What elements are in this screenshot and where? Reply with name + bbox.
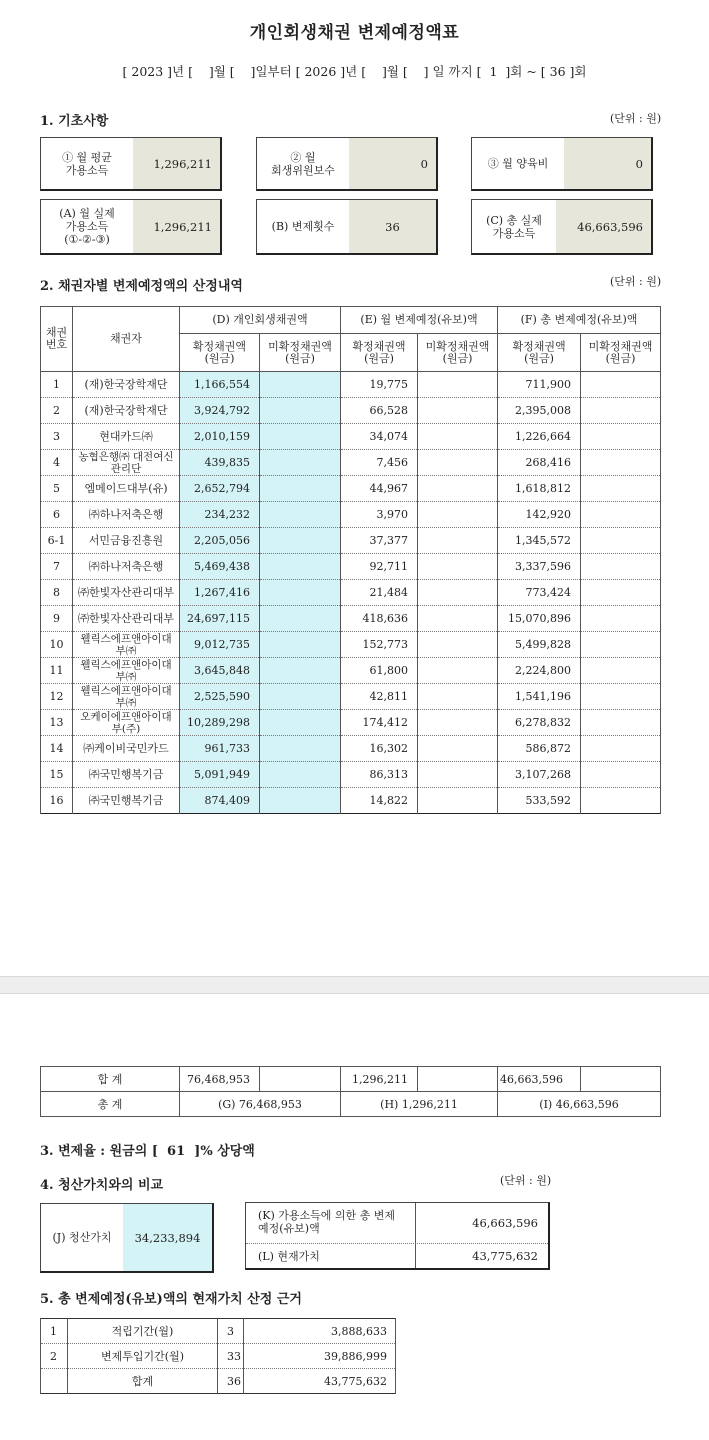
row-f-unconfirmed (581, 788, 661, 814)
row-e-confirmed: 34,074 (341, 424, 418, 450)
table-row (41, 580, 661, 606)
section-4-unit: (단위 : 원) (500, 1174, 552, 1187)
section-2-heading: 2. 채권자별 변제예정액의 산정내역 (40, 279, 243, 294)
section-3-heading: 3. 변제율 : 원금의 [ 61 ]% 상당액 (40, 1144, 255, 1159)
total-label: 총 계 (41, 1092, 180, 1117)
basis-label: 변제투입기간(월) (68, 1344, 218, 1369)
row-creditor: 엠메이드대부(유) (73, 476, 180, 502)
row-number: 13 (41, 710, 73, 736)
row-d-confirmed: 3,645,848 (180, 658, 260, 684)
table-row (41, 398, 661, 424)
row-e-unconfirmed (418, 762, 498, 788)
table-row (41, 606, 661, 632)
row-f-unconfirmed (581, 658, 661, 684)
repayment-total-label: (K) 가용소득에 의한 총 변제 예정(유보)액 (246, 1203, 416, 1243)
row-e-unconfirmed (418, 502, 498, 528)
table-row (41, 684, 661, 710)
row-creditor: 농협은행㈜ 대전여신 관리단 (73, 450, 180, 476)
row-e-confirmed: 418,636 (341, 606, 418, 632)
row-e-confirmed: 3,970 (341, 502, 418, 528)
row-number: 3 (41, 424, 73, 450)
document-title: 개인회생채권 변제예정액표 (249, 23, 460, 43)
row-creditor: (재)한국장학재단 (73, 398, 180, 424)
row-creditor: ㈜하나저축은행 (73, 502, 180, 528)
trustee-fee-label: ② 월 회생위원보수 (257, 138, 349, 189)
row-f-confirmed: 5,499,828 (498, 632, 581, 658)
table-row (41, 528, 661, 554)
row-d-unconfirmed (260, 372, 341, 398)
section-1-heading: 1. 기초사항 (40, 114, 109, 129)
total-g: (G) 76,468,953 (180, 1092, 341, 1117)
row-e-unconfirmed (418, 606, 498, 632)
row-creditor: 서민금융진흥원 (73, 528, 180, 554)
row-creditor: 웰릭스에프앤아이대 부㈜ (73, 658, 180, 684)
present-value-basis-table (40, 1318, 396, 1394)
row-e-unconfirmed (418, 684, 498, 710)
row-e-unconfirmed (418, 710, 498, 736)
row-e-confirmed: 152,773 (341, 632, 418, 658)
row-number: 9 (41, 606, 73, 632)
row-f-unconfirmed (581, 450, 661, 476)
table-row (41, 424, 661, 450)
section-4-heading: 4. 청산가치와의 비교 (40, 1178, 164, 1193)
row-number: 6 (41, 502, 73, 528)
row-d-unconfirmed (260, 710, 341, 736)
row-d-confirmed: 439,835 (180, 450, 260, 476)
row-f-unconfirmed (581, 632, 661, 658)
row-f-confirmed: 1,618,812 (498, 476, 581, 502)
child-support-box (471, 137, 653, 191)
trustee-fee-box (256, 137, 438, 191)
child-support-value: 0 (564, 138, 651, 189)
table-row (41, 372, 661, 398)
row-d-confirmed: 5,469,438 (180, 554, 260, 580)
row-f-unconfirmed (581, 580, 661, 606)
row-e-unconfirmed (418, 450, 498, 476)
actual-income-label: (A) 월 실제 가용소득 (①-②-③) (41, 200, 133, 253)
basis-value: 3,888,633 (244, 1319, 396, 1344)
row-f-confirmed: 3,107,268 (498, 762, 581, 788)
row-d-confirmed: 5,091,949 (180, 762, 260, 788)
row-creditor: 웰릭스에프앤아이대 부㈜ (73, 684, 180, 710)
basis-label: 적립기간(월) (68, 1319, 218, 1344)
row-d-unconfirmed (260, 684, 341, 710)
table-row (41, 788, 661, 814)
sum-d: 76,468,953 (180, 1067, 260, 1092)
row-f-unconfirmed (581, 606, 661, 632)
row-creditor: 웰릭스에프앤아이대 부㈜ (73, 632, 180, 658)
row-creditor: (재)한국장학재단 (73, 372, 180, 398)
row-creditor: ㈜한빛자산관리대부 (73, 580, 180, 606)
row-d-confirmed: 9,012,735 (180, 632, 260, 658)
row-f-unconfirmed (581, 684, 661, 710)
f-unconfirmed-header: 미확정채권액 (원금) (581, 334, 661, 372)
row-d-confirmed: 2,525,590 (180, 684, 260, 710)
total-income-value: 46,663,596 (556, 200, 651, 253)
row-d-unconfirmed (260, 632, 341, 658)
actual-income-box (40, 199, 222, 255)
creditor-table (40, 306, 661, 814)
row-e-unconfirmed (418, 528, 498, 554)
table-row (41, 762, 661, 788)
row-e-confirmed: 16,302 (341, 736, 418, 762)
repayment-count-value: 36 (349, 200, 436, 253)
row-f-unconfirmed (581, 710, 661, 736)
row-d-unconfirmed (260, 450, 341, 476)
row-e-confirmed: 37,377 (341, 528, 418, 554)
row-f-confirmed: 142,920 (498, 502, 581, 528)
totals-table (40, 1066, 661, 1117)
liquidation-value: 34,233,894 (123, 1204, 212, 1271)
row-e-confirmed: 61,800 (341, 658, 418, 684)
row-f-confirmed: 1,345,572 (498, 528, 581, 554)
row-d-unconfirmed (260, 788, 341, 814)
comparison-box (245, 1202, 550, 1270)
row-number: 10 (41, 632, 73, 658)
row-d-confirmed: 3,924,792 (180, 398, 260, 424)
e-unconfirmed-header: 미확정채권액 (원금) (418, 334, 498, 372)
row-d-unconfirmed (260, 580, 341, 606)
row-e-unconfirmed (418, 476, 498, 502)
monthly-income-value: 1,296,211 (133, 138, 220, 189)
row-number: 4 (41, 450, 73, 476)
row-d-confirmed: 10,289,298 (180, 710, 260, 736)
sum-f: 46,663,596 (498, 1067, 581, 1092)
row-f-unconfirmed (581, 502, 661, 528)
row-d-unconfirmed (260, 658, 341, 684)
row-e-unconfirmed (418, 632, 498, 658)
row-d-confirmed: 1,267,416 (180, 580, 260, 606)
total-income-box (471, 199, 653, 255)
row-d-unconfirmed (260, 762, 341, 788)
table-row (41, 554, 661, 580)
row-e-unconfirmed (418, 788, 498, 814)
f-confirmed-header: 확정채권액 (원금) (498, 334, 581, 372)
basis-value: 39,886,999 (244, 1344, 396, 1369)
row-d-unconfirmed (260, 502, 341, 528)
e-confirmed-header: 확정채권액 (원금) (341, 334, 418, 372)
row-d-unconfirmed (260, 476, 341, 502)
section-5-heading: 5. 총 변제예정(유보)액의 현재가치 산정 근거 (40, 1292, 302, 1307)
d-unconfirmed-header: 미확정채권액 (원금) (260, 334, 341, 372)
row-number: 16 (41, 788, 73, 814)
basis-months: 3 (218, 1319, 244, 1344)
sum-e-unconfirmed (418, 1067, 498, 1092)
row-d-confirmed: 24,697,115 (180, 606, 260, 632)
liquidation-value-label: (J) 청산가치 (41, 1204, 123, 1271)
row-creditor: ㈜국민행복기금 (73, 762, 180, 788)
repayment-count-box (256, 199, 438, 255)
row-f-unconfirmed (581, 554, 661, 580)
row-d-confirmed: 2,010,159 (180, 424, 260, 450)
col-e-header: (E) 월 변제예정(유보)액 (341, 307, 498, 334)
col-d-header: (D) 개인회생채권액 (180, 307, 341, 334)
row-e-confirmed: 66,528 (341, 398, 418, 424)
row-e-confirmed: 21,484 (341, 580, 418, 606)
row-creditor: ㈜한빛자산관리대부 (73, 606, 180, 632)
row-f-confirmed: 2,224,800 (498, 658, 581, 684)
row-e-confirmed: 42,811 (341, 684, 418, 710)
row-f-confirmed: 1,226,664 (498, 424, 581, 450)
basis-no: 2 (41, 1344, 68, 1369)
sum-e: 1,296,211 (341, 1067, 418, 1092)
row-d-unconfirmed (260, 398, 341, 424)
row-e-confirmed: 7,456 (341, 450, 418, 476)
row-f-unconfirmed (581, 372, 661, 398)
table-row (41, 476, 661, 502)
row-f-confirmed: 773,424 (498, 580, 581, 606)
row-f-confirmed: 1,541,196 (498, 684, 581, 710)
row-f-confirmed: 268,416 (498, 450, 581, 476)
monthly-income-box (40, 137, 222, 191)
col-f-header: (F) 총 변제예정(유보)액 (498, 307, 661, 334)
table-row (41, 710, 661, 736)
table-row (41, 502, 661, 528)
row-e-unconfirmed (418, 580, 498, 606)
table-row (41, 658, 661, 684)
row-number: 1 (41, 372, 73, 398)
row-f-confirmed: 15,070,896 (498, 606, 581, 632)
sum-label: 합 계 (41, 1067, 180, 1092)
table-row (41, 1369, 396, 1394)
row-f-unconfirmed (581, 398, 661, 424)
sum-d-unconfirmed (260, 1067, 341, 1092)
row-number: 5 (41, 476, 73, 502)
row-e-unconfirmed (418, 736, 498, 762)
present-value-value: 43,775,632 (472, 1249, 538, 1263)
row-number: 12 (41, 684, 73, 710)
row-f-confirmed: 533,592 (498, 788, 581, 814)
row-e-confirmed: 174,412 (341, 710, 418, 736)
monthly-income-label: ① 월 평균 가용소득 (41, 138, 133, 189)
row-e-confirmed: 19,775 (341, 372, 418, 398)
row-d-unconfirmed (260, 528, 341, 554)
row-e-unconfirmed (418, 398, 498, 424)
period-line: [ 2023 ]년 [ ]월 [ ]일부터 [ 2026 ]년 [ ]월 [ ] 일 까지 [ 1 ]회 ~ [ 36 ]회 (122, 64, 587, 79)
table-row (41, 450, 661, 476)
total-income-label: (C) 총 실제 가용소득 (472, 200, 556, 253)
basis-label: 합계 (68, 1369, 218, 1394)
row-creditor: ㈜국민행복기금 (73, 788, 180, 814)
col-creditor-header: 채권자 (73, 307, 180, 372)
basis-months: 33 (218, 1344, 244, 1369)
row-creditor: ㈜하나저축은행 (73, 554, 180, 580)
row-d-confirmed: 1,166,554 (180, 372, 260, 398)
table-row (41, 1344, 396, 1369)
row-creditor: 오케이에프앤아이대 부(주) (73, 710, 180, 736)
liquidation-value-box (40, 1203, 214, 1273)
row-d-unconfirmed (260, 736, 341, 762)
row-creditor: 현대카드㈜ (73, 424, 180, 450)
row-creditor: ㈜케이비국민카드 (73, 736, 180, 762)
table-row (41, 736, 661, 762)
row-number: 6-1 (41, 528, 73, 554)
row-e-confirmed: 44,967 (341, 476, 418, 502)
row-d-confirmed: 2,652,794 (180, 476, 260, 502)
row-f-confirmed: 586,872 (498, 736, 581, 762)
child-support-label: ③ 월 양육비 (472, 138, 564, 189)
basis-months: 36 (218, 1369, 244, 1394)
table-row (41, 1319, 396, 1344)
row-number: 15 (41, 762, 73, 788)
row-f-confirmed: 3,337,596 (498, 554, 581, 580)
row-f-unconfirmed (581, 424, 661, 450)
row-d-confirmed: 961,733 (180, 736, 260, 762)
row-e-unconfirmed (418, 658, 498, 684)
d-confirmed-header: 확정채권액 (원금) (180, 334, 260, 372)
basis-value: 43,775,632 (244, 1369, 396, 1394)
basis-no (41, 1369, 68, 1394)
row-e-unconfirmed (418, 424, 498, 450)
row-d-confirmed: 2,205,056 (180, 528, 260, 554)
row-f-confirmed: 2,395,008 (498, 398, 581, 424)
row-d-unconfirmed (260, 554, 341, 580)
row-e-confirmed: 86,313 (341, 762, 418, 788)
row-d-confirmed: 234,232 (180, 502, 260, 528)
actual-income-value: 1,296,211 (133, 200, 220, 253)
repayment-total-value: 46,663,596 (472, 1216, 538, 1230)
row-f-unconfirmed (581, 528, 661, 554)
repayment-count-label: (B) 변제횟수 (257, 200, 349, 253)
basis-no: 1 (41, 1319, 68, 1344)
row-e-unconfirmed (418, 554, 498, 580)
row-e-unconfirmed (418, 372, 498, 398)
table-row (41, 632, 661, 658)
row-d-unconfirmed (260, 606, 341, 632)
section-2-unit: (단위 : 원) (610, 275, 662, 288)
section-1-unit: (단위 : 원) (610, 112, 662, 125)
row-e-confirmed: 14,822 (341, 788, 418, 814)
total-i: (I) 46,663,596 (498, 1092, 661, 1117)
row-d-confirmed: 874,409 (180, 788, 260, 814)
total-h: (H) 1,296,211 (341, 1092, 498, 1117)
row-number: 2 (41, 398, 73, 424)
row-number: 7 (41, 554, 73, 580)
row-number: 11 (41, 658, 73, 684)
trustee-fee-value: 0 (349, 138, 436, 189)
present-value-label: (L) 현재가치 (246, 1244, 416, 1268)
row-f-unconfirmed (581, 476, 661, 502)
sum-f-unconfirmed (581, 1067, 661, 1092)
row-d-unconfirmed (260, 424, 341, 450)
page-break-gap (0, 976, 709, 994)
col-number-header: 채권 번호 (41, 307, 73, 372)
row-number: 14 (41, 736, 73, 762)
row-e-confirmed: 92,711 (341, 554, 418, 580)
row-f-confirmed: 711,900 (498, 372, 581, 398)
row-f-confirmed: 6,278,832 (498, 710, 581, 736)
row-f-unconfirmed (581, 736, 661, 762)
row-number: 8 (41, 580, 73, 606)
row-f-unconfirmed (581, 762, 661, 788)
